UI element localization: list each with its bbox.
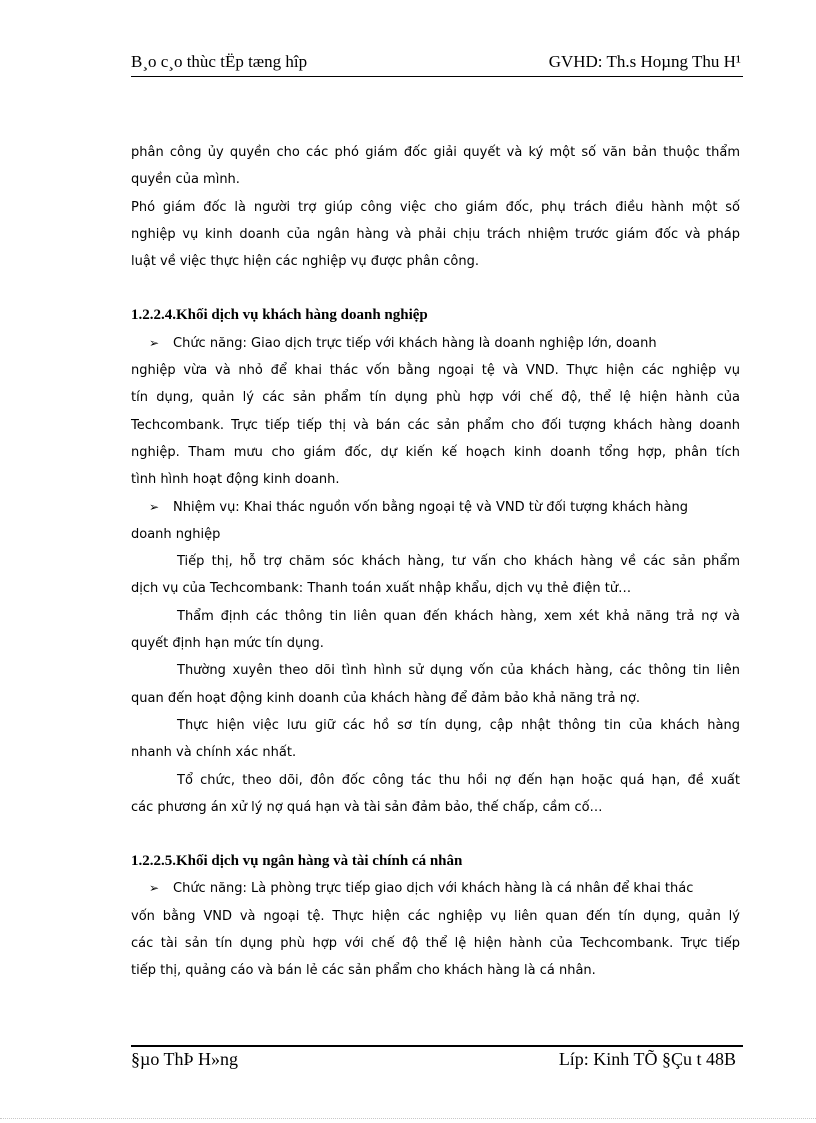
- text-line-content: nhanh và chính xác nhất.: [131, 745, 297, 761]
- text-line-content: nghiệp. Tham mưu cho giám đốc, dự kiến kế hoạch kinh doanh tổng hợp, phân tích: [131, 444, 740, 460]
- text-line: [131, 466, 740, 493]
- text-line: [131, 357, 740, 384]
- section-heading: 1.2.2.4.Khối dịch vụ khách hàng doanh nghiệp: [131, 307, 428, 324]
- text-line: [131, 384, 740, 411]
- text-line-content: Techcombank. Trực tiếp tiếp thị và bán các sản phẩm cho đối tượng khách hàng doanh: [131, 417, 740, 433]
- text-line: [131, 603, 740, 630]
- section-gap: [131, 275, 740, 302]
- text-line: [131, 548, 740, 575]
- text-line-content: dịch vụ của Techcombank: Thanh toán xuất nhập khẩu, dịch vụ thẻ điện tử…: [131, 581, 632, 597]
- text-line-content: tình hình hoạt động kinh doanh.: [131, 472, 340, 488]
- text-line-content: vốn bằng VND và ngoại tệ. Thực hiện các nghiệp vụ liên quan đến tín dụng, quản lý: [131, 908, 740, 924]
- text-line: [131, 166, 740, 193]
- text-line: [131, 794, 740, 821]
- text-line: [131, 521, 740, 548]
- text-line: [131, 930, 740, 957]
- text-line-content: quyền của mình.: [131, 172, 240, 188]
- text-line-content: Phó giám đốc là người trợ giúp công việc cho giám đốc, phụ trách điều hành một số: [131, 199, 740, 215]
- document-body: [131, 139, 740, 985]
- text-line: [131, 248, 740, 275]
- text-line: [131, 221, 740, 248]
- text-line: [131, 712, 740, 739]
- footer-author: §µo ThÞ H»ng: [131, 1049, 239, 1069]
- text-line: [131, 330, 740, 357]
- text-line-content: Chức năng: Là phòng trực tiếp giao dịch với khách hàng là cá nhân để khai thác: [173, 881, 694, 897]
- footer-rule: [131, 1045, 743, 1047]
- text-line: [131, 194, 740, 221]
- text-line: [131, 685, 740, 712]
- text-line: [131, 139, 740, 166]
- section-gap: [131, 821, 740, 848]
- text-line: [131, 767, 740, 794]
- text-line: [131, 739, 740, 766]
- text-line: [131, 903, 740, 930]
- text-line: [131, 439, 740, 466]
- text-line: [131, 630, 740, 657]
- text-line-content: nghiệp vừa và nhỏ để khai thác vốn bằng ngoại tệ và VND. Thực hiện các nghiệp vụ: [131, 363, 740, 379]
- text-line-content: quyết định hạn mức tín dụng.: [131, 636, 324, 652]
- bullet-arrow-icon: ➢: [149, 499, 160, 514]
- text-line: [131, 957, 740, 984]
- text-line-content: Thường xuyên theo dõi tình hình sử dụng vốn của khách hàng, các thông tin liên: [177, 663, 740, 679]
- page-edge-dotted-line: [0, 1118, 816, 1119]
- text-line-content: phân công ủy quyền cho các phó giám đốc giải quyết và ký một số văn bản thuộc thẩm: [131, 145, 740, 160]
- text-line-content: quan đến hoạt động kinh doanh của khách hàng để đảm bảo khả năng trả nợ.: [131, 690, 641, 706]
- text-line-content: tín dụng, quản lý các sản phẩm tín dụng phù hợp với chế độ, thể lệ hiện hành của: [131, 390, 740, 406]
- text-line-content: các phương án xử lý nợ quá hạn và tài sản đảm bảo, thế chấp, cầm cố…: [131, 799, 603, 815]
- bullet-arrow-icon: ➢: [149, 335, 160, 350]
- section-heading: 1.2.2.5.Khối dịch vụ ngân hàng và tài chính cá nhân: [131, 853, 463, 870]
- text-line: [131, 494, 740, 521]
- footer-class: Líp: Kinh TÕ §Çu t 48B: [558, 1049, 736, 1069]
- text-line-content: Chức năng: Giao dịch trực tiếp với khách hàng là doanh nghiệp lớn, doanh: [173, 335, 657, 351]
- text-line-content: nghiệp vụ kinh doanh của ngân hàng và phải chịu trách nhiệm trước giám đốc và pháp: [131, 226, 740, 242]
- text-line-content: Tổ chức, theo dõi, đôn đốc công tác thu hồi nợ đến hạn hoặc quá hạn, đề xuất: [177, 772, 740, 788]
- header-supervisor: GVHD: Th.s Hoµng Thu H¹: [548, 52, 741, 71]
- page-footer: [131, 1049, 736, 1075]
- text-line-content: luật về việc thực hiện các nghiệp vụ được phân công.: [131, 254, 479, 270]
- text-line: [131, 657, 740, 684]
- text-line-content: các tài sản tín dụng phù hợp với chế độ thể lệ hiện hành của Techcombank. Trực tiếp: [131, 936, 740, 952]
- text-line-content: Thẩm định các thông tin liên quan đến khách hàng, xem xét khả năng trả nợ và: [177, 608, 740, 624]
- text-line: [131, 875, 740, 902]
- text-line: [131, 575, 740, 602]
- text-line-content: doanh nghiệp: [131, 526, 221, 542]
- text-line-content: Nhiệm vụ: Khai thác nguồn vốn bằng ngoại tệ và VND từ đối tượng khách hàng: [173, 499, 689, 515]
- header-report-title: B¸o c¸o thùc tËp tæng hîp: [131, 52, 308, 71]
- text-line-content: Thực hiện việc lưu giữ các hồ sơ tín dụng, cập nhật thông tin của khách hàng: [177, 717, 740, 733]
- text-line-content: Tiếp thị, hỗ trợ chăm sóc khách hàng, tư vấn cho khách hàng về các sản phẩm: [177, 554, 740, 570]
- text-line-content: tiếp thị, quảng cáo và bán lẻ các sản phẩm cho khách hàng là cá nhân.: [131, 963, 596, 979]
- page-header: [131, 52, 741, 76]
- text-line: [131, 412, 740, 439]
- bullet-arrow-icon: ➢: [149, 881, 160, 896]
- header-rule: [131, 76, 743, 77]
